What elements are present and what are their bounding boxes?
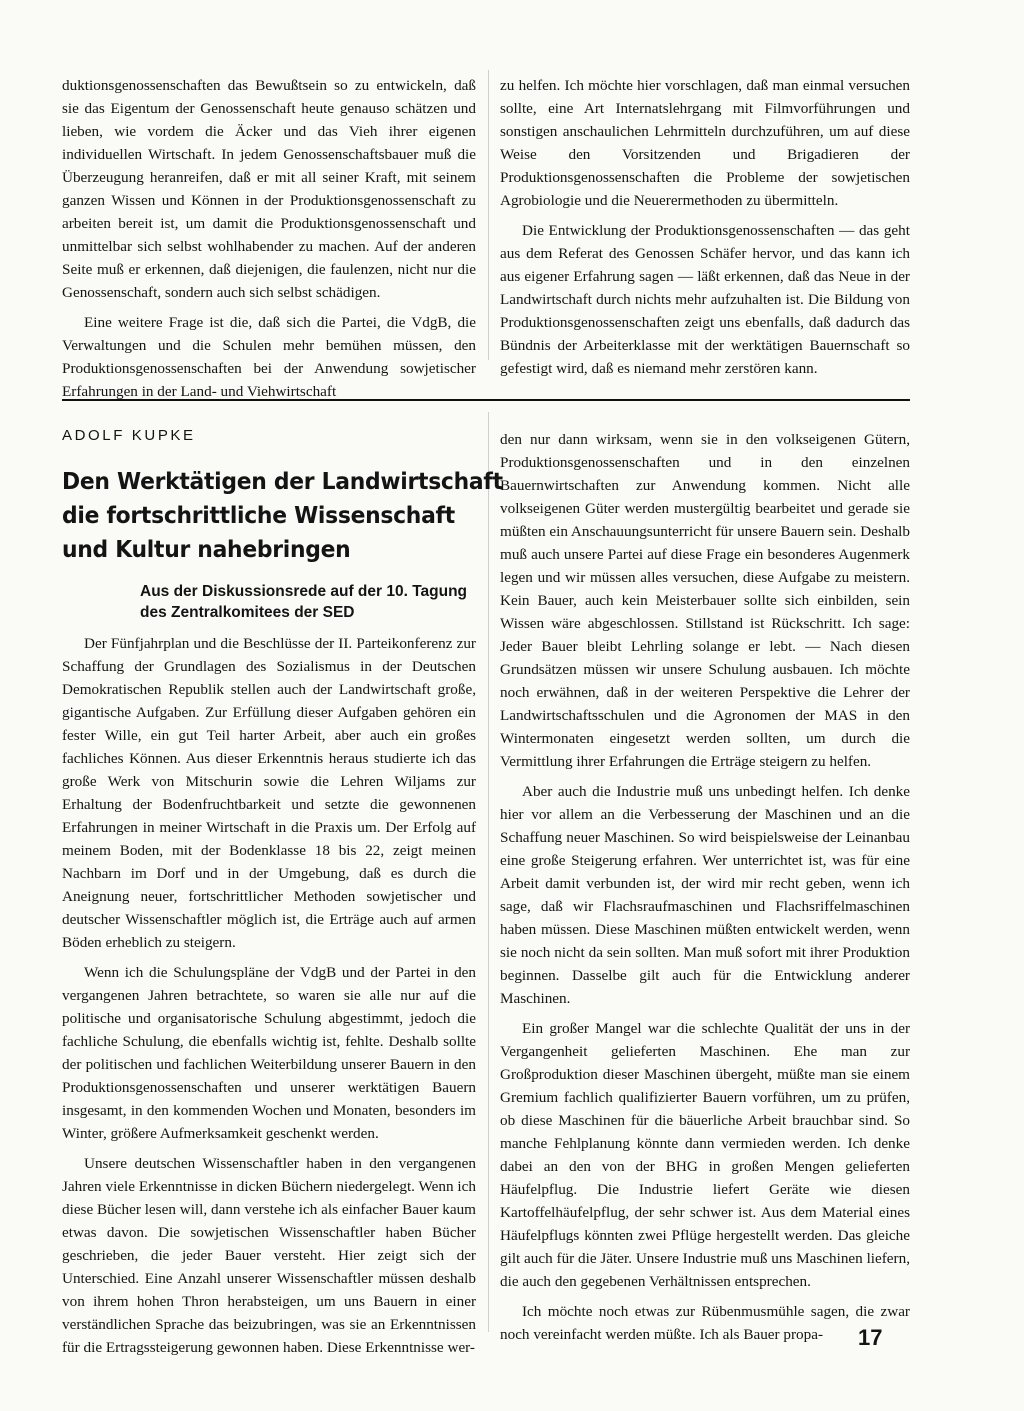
article-subheadline [140,581,485,623]
article-right-column [500,428,910,1353]
paragraph: duktionsgenossenschaften das Bewußtsein so zu entwickeln, daß sie das Eigentum der Genossenschaft heute genauso schätzen und lieben, wie vordem die Äcker und das Vieh ihrer eigenen individuellen Wirtschaft. In jedem Genossenschaftsbauer muß die Überzeugung heranreifen, daß er mit all seiner Kraft, mit seinem ganzen Wissen und Können in der Produktionsgenossenschaft zu arbeiten bereit ist, um damit die Produktionsgenossenschaft und unmittelbar sich selbst wohlhabender zu machen. Auf der anderen Seite muß er erkennen, daß diejenigen, die faulenzen, nicht nur die Genossenschaft, sondern auch sich selbst schädigen. [62,77,476,301]
article-headline [62,464,503,566]
headline-line: die fortschrittliche Wissenschaft [62,501,455,529]
column-divider-top [488,70,489,360]
article-left-column [62,632,476,1366]
column-divider-bottom [488,412,489,1332]
subheadline-line: des Zentralkomitees der SED [140,604,355,621]
top-right-column [500,74,910,387]
paragraph: Die Entwicklung der Produktionsgenossenschaften — das geht aus dem Referat des Genossen Schäfer hervor, und das kann ich aus eigener Erfahrung sagen — läßt erkennen, daß das Neue in der Landwirtschaft durch nichts mehr aufzuhalten ist. Die Bildung von Produktionsgenossenschaften zeigt uns ebenfalls, daß dadurch das Bündnis der Arbeiterklasse mit der werktätigen Bauernschaft so gefestigt wird, daß es niemand mehr zerstören kann. [500,222,910,377]
paragraph: zu helfen. Ich möchte hier vorschlagen, daß man einmal versuchen sollte, eine Art Internatslehrgang mit Filmvorführungen und sonstigen anschaulichen Lehrmitteln durchzuführen, um auf diese Weise den Vorsitzenden und Brigadieren der Produktionsgenossenschaften die Probleme der sowjetischen Agrobiologie und die Neuerermethoden zu übermitteln. [500,77,910,209]
paragraph: Unsere deutschen Wissenschaftler haben in den vergangenen Jahren viele Erkenntnisse in dicken Büchern niedergelegt. Wenn ich diese Bücher lesen will, dann verstehe ich als einfacher Bauer kaum etwas davon. Die sowjetischen Wissenschaftler haben Bücher geschrieben, die jeder Bauer versteht. Hier zeigt sich der Unterschied. Eine Anzahl unserer Wissenschaftler müssen deshalb von ihrem hohen Thron herabsteigen, um uns Bauern in einer verständlichen Sprache das beizubringen, was sie an Erkenntnissen für die Ertragssteigerung gewonnen haben. Diese Erkenntnisse wer- [62,1155,476,1356]
headline-line: und Kultur nahebringen [62,535,351,563]
paragraph: Ich möchte noch etwas zur Rübenmusmühle sagen, die zwar noch vereinfacht werden müßte. Ich als Bauer propa- [500,1303,910,1343]
paragraph: Der Fünfjahrplan und die Beschlüsse der II. Parteikonferenz zur Schaffung der Grundlagen des Sozialismus in der Deutschen Demokratischen Republik stellen auch der Landwirtschaft große, gigantische Aufgaben. Zur Erfüllung dieser Aufgaben gehören ein fester Wille, ein gut Teil harter Arbeit, aber auch ein großes fachliches Können. Aus dieser Erkenntnis heraus studierte ich das große Werk von Mitschurin sowie die Lehren Wiljams zur Erhaltung der Bodenfruchtbarkeit und setzte die gewonnenen Erfahrungen in meiner Wirtschaft in die Praxis um. Der Erfolg auf meinem Boden, mit der Bodenklasse 18 bis 22, zeigt meinen Nachbarn im Dorf und in der Umgebung, daß es durch die Aneignung neuer, fortschrittlicher Methoden sowjetischer und deutscher Wissenschaftler möglich ist, die Erträge auch auf armen Böden erheblich zu steigern. [62,635,476,951]
page-number: 17 [858,1325,883,1350]
paragraph: Aber auch die Industrie muß uns unbedingt helfen. Ich denke hier vor allem an die Verbesserung der Maschinen und an die Schaffung neuer Maschinen. So wird beispielsweise der Leinanbau eine große Steigerung erfahren. Wer unterrichtet ist, was für eine Arbeit damit verbunden ist, der wird mir recht geben, wenn ich sage, daß wir Flachsraufmaschinen und Flachsriffelmaschinen haben müssen. Diese Maschinen müßten entwickelt werden, wenn sie noch nicht da sein sollten. Man muß sofort mit ihrer Produktion beginnen. Dasselbe gilt auch für die Entwicklung anderer Maschinen. [500,783,910,1007]
headline-line: Den Werktätigen der Landwirtschaft [62,467,503,495]
section-divider-rule [62,399,910,401]
top-left-column [62,74,476,410]
paragraph: Eine weitere Frage ist die, daß sich die Partei, die VdgB, die Verwaltungen und die Schulen mehr bemühen müssen, den Produktionsgenossenschaften bei der Anwendung sowjetischer Erfahrungen in der Land- und Viehwirtschaft [62,314,476,400]
paragraph: Wenn ich die Schulungspläne der VdgB und der Partei in den vergangenen Jahren betrachtete, so waren sie alle nur auf die politische und organisatorische Schulung abgestimmt, jedoch die fachliche Schulung, die ebenfalls wichtig ist, fehlte. Deshalb sollte der politischen und fachlichen Weiterbildung unserer Bauern in den Produktionsgenossenschaften und unserer werktätigen Bauern insgesamt, in den kommenden Wochen und Monaten, besonders im Winter, größere Aufmerksamkeit geschenkt werden. [62,964,476,1142]
paragraph: den nur dann wirksam, wenn sie in den volkseigenen Gütern, Produktionsgenossenschaften und in den einzelnen Bauernwirtschaften zur Anwendung kommen. Nicht alle volkseigenen Güter werden mustergültig bearbeitet und gerade sie müßten ein Anschauungsunterricht für unsere Bauern sein. Deshalb muß auch unsere Partei auf diese Frage ein besonderes Augenmerk legen und wir müssen alles versuchen, diese Aufgabe zu meistern. Kein Bauer, auch kein Meisterbauer sollte sich einbilden, sein Wissen wäre abgeschlossen. Stillstand ist Rückschritt. Ich sage: Jeder Bauer bleibt Lehrling solange er lebt. — Nach diesen Grundsätzen müssen wir unsere Schulung ausbauen. Ich möchte noch erwähnen, daß in der weiteren Perspektive die Lehrer der Landwirtschaftsschulen und die Agronomen der MAS in den Wintermonaten eingesetzt werden sollten, um durch die Vermittlung ihrer Erfahrungen die Erträge steigern zu helfen. [500,431,910,770]
paragraph: Ein großer Mangel war die schlechte Qualität der uns in der Vergangenheit gelieferten Maschinen. Ehe man zur Großproduktion dieser Maschinen übergeht, müßte man sie einem Gremium fachlich qualifizierter Bauern vorführen, um zu prüfen, ob diese Maschinen für die bäuerliche Arbeit brauchbar sind. So manche Fehlplanung könnte dann vermieden werden. Ich denke dabei an den von der BHG in großen Mengen gelieferten Häufelpflug. Die Industrie liefert Geräte wie diesen Kartoffelhäufelpflug, der sehr schwer ist. Aus dem Material eines Häufelpflugs könnten zwei Pflüge hergestellt werden. Das gleiche gilt auch für die Jäter. Unsere Industrie muß uns Maschinen liefern, die auch den gegebenen Verhältnissen entsprechen. [500,1020,910,1290]
article-author: ADOLF KUPKE [62,427,196,444]
subheadline-line: Aus der Diskussionsrede auf der 10. Tagung [140,583,468,600]
